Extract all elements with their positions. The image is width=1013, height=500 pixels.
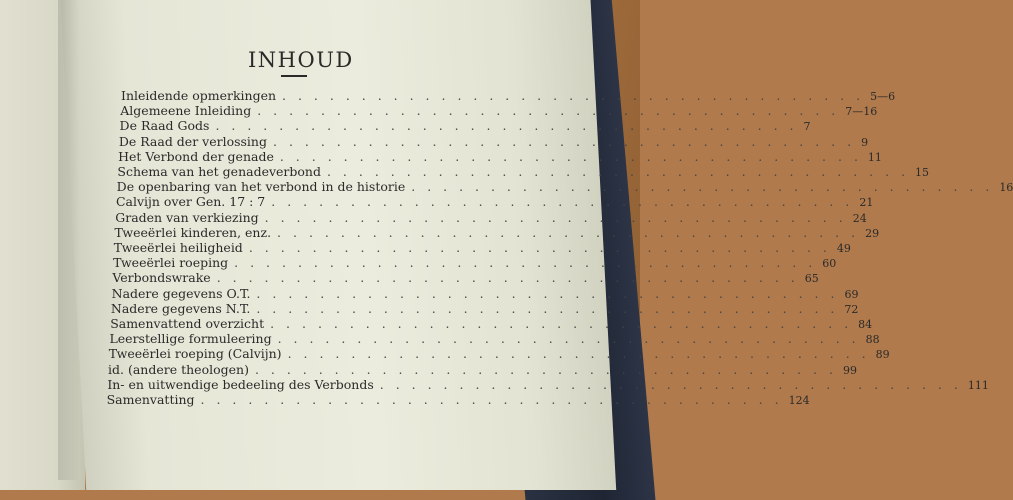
toc-leader-dots: . . . . . . . . . . . . . . . . . . . . . . . . . . . . . . . . . . . . . <box>248 240 831 255</box>
toc-entry-label: Tweeërlei kinderen, enz. <box>114 224 272 240</box>
toc-entry-page: 16 <box>999 181 1013 195</box>
toc-entry <box>118 148 882 165</box>
toc-entry-label: Tweeërlei heiligheid <box>113 240 243 255</box>
toc-entry-label: Nadere gegevens N.T. <box>110 300 251 316</box>
toc-entry-page: 89 <box>875 348 890 362</box>
toc-entry-label: Nadere gegevens O.T. <box>111 285 251 301</box>
toc-entry-page: 11 <box>867 150 882 164</box>
toc-entry-page: 49 <box>836 242 851 255</box>
toc-entry <box>108 346 890 362</box>
toc-entry-label: Calvijn over Gen. 17 : 7 <box>115 194 266 210</box>
toc-entry-label: Het Verbond der genade <box>118 148 274 164</box>
toc-entry <box>107 376 989 393</box>
toc-entry-label: Leerstellige formuleering <box>109 331 272 347</box>
toc-entry-page: 7 <box>803 120 811 134</box>
toc-entry <box>111 285 859 302</box>
toc-entry-page: 111 <box>967 378 989 392</box>
toc-entry-label: id. (andere theologen) <box>108 361 249 377</box>
toc-leader-dots: . . . . . . . . . . . . . . . . . . . . . . . . . . . . . . . . . . . . . <box>379 376 962 392</box>
toc-leader-dots: . . . . . . . . . . . . . . . . . . . . . . . . . . . . . . . . . . . . . <box>256 300 839 316</box>
toc-leader-dots: . . . . . . . . . . . . . . . . . . . . . . . . . . . . . . . . . . . . . <box>271 194 854 210</box>
toc-entry <box>121 88 896 104</box>
toc-leader-dots: . . . . . . . . . . . . . . . . . . . . . . . . . . . . . . . . . . . . . <box>264 209 847 225</box>
toc-leader-dots: . . . . . . . . . . . . . . . . . . . . . . . . . . . . . . . . . . . . . <box>411 179 994 195</box>
toc-entry-page: 99 <box>843 363 858 377</box>
toc-entry <box>118 133 869 150</box>
page-gutter-shadow <box>58 0 80 480</box>
toc-entry <box>115 209 867 226</box>
toc-entry-label: In- en uitwendige bedeeling des Verbonds <box>107 376 374 392</box>
toc-entry <box>120 103 878 119</box>
toc-entry-page: 124 <box>788 394 810 407</box>
toc-entry-label: Samenvattend overzicht <box>110 316 265 331</box>
toc-entry <box>112 270 819 286</box>
toc-entry-label: Schema van het genadeverbond <box>117 164 321 179</box>
toc-entry <box>113 240 851 256</box>
toc-leader-dots: . . . . . . . . . . . . . . . . . . . . . . . . . . . . . . . . . . . . . <box>287 346 870 362</box>
toc-entry-label: De Raad der verlossing <box>118 133 267 149</box>
toc-entry <box>110 300 859 317</box>
toc-entry-page: 72 <box>844 302 859 316</box>
toc-leader-dots: . . . . . . . . . . . . . . . . . . . . . . . . . . . . . . . . . . . . . <box>256 285 839 301</box>
title-underline <box>281 75 307 77</box>
toc-entry <box>116 179 1013 195</box>
toc-leader-dots: . . . . . . . . . . . . . . . . . . . . . . . . . . . . . . . . . . . . . <box>216 270 799 286</box>
toc-entry-page: 5—6 <box>870 90 896 103</box>
toc-entry <box>113 255 837 271</box>
toc-leader-dots: . . . . . . . . . . . . . . . . . . . . . . . . . . . . . . . . . . . . . <box>257 103 840 119</box>
toc-leader-dots: . . . . . . . . . . . . . . . . . . . . . . . . . . . . . . . . . . . . . <box>273 133 856 149</box>
toc-entry-page: 21 <box>859 196 874 210</box>
toc-entry-page: 29 <box>865 226 880 240</box>
toc-entry <box>108 361 858 378</box>
toc-entry-label: Graden van verkiezing <box>115 209 259 225</box>
toc-entry-label: De Raad Gods <box>119 118 210 134</box>
toc-entry <box>109 331 880 347</box>
toc-entry-label: De openbaring van het verbond in de historie <box>116 179 406 195</box>
toc-entry <box>114 224 880 241</box>
toc-entry-page: 65 <box>804 272 819 286</box>
toc-leader-dots: . . . . . . . . . . . . . . . . . . . . . . . . . . . . . . . . . . . . . <box>270 316 853 331</box>
toc-entry-label: Algemeene Inleiding <box>120 103 252 119</box>
toc-entry-page: 24 <box>852 211 867 225</box>
toc-entry-label: Tweeërlei roeping (Calvijn) <box>108 346 282 362</box>
toc-entry-label: Inleidende opmerkingen <box>121 88 277 103</box>
toc-entry <box>106 392 810 408</box>
toc-entry <box>119 118 811 134</box>
toc-entry-label: Tweeërlei roeping <box>113 255 229 271</box>
toc-entry-page: 7—16 <box>845 105 878 119</box>
toc-entry-label: Verbondswrake <box>112 270 211 286</box>
toc-leader-dots: . . . . . . . . . . . . . . . . . . . . . . . . . . . . . . . . . . . . . <box>200 392 783 407</box>
toc-leader-dots: . . . . . . . . . . . . . . . . . . . . . . . . . . . . . . . . . . . . . <box>279 148 862 164</box>
toc-entry-page: 9 <box>861 135 869 149</box>
toc-entry-label: Samenvatting <box>106 392 195 407</box>
toc-leader-dots: . . . . . . . . . . . . . . . . . . . . . . . . . . . . . . . . . . . . . <box>277 224 860 240</box>
toc-entry-page: 60 <box>822 257 837 271</box>
toc-leader-dots: . . . . . . . . . . . . . . . . . . . . . . . . . . . . . . . . . . . . . <box>254 361 838 377</box>
toc-leader-dots: . . . . . . . . . . . . . . . . . . . . . . . . . . . . . . . . . . . . . <box>215 118 798 134</box>
page-title: INHOUD <box>248 48 354 72</box>
toc-leader-dots: . . . . . . . . . . . . . . . . . . . . . . . . . . . . . . . . . . . . . <box>234 255 817 271</box>
toc-leader-dots: . . . . . . . . . . . . . . . . . . . . . . . . . . . . . . . . . . . . . <box>277 331 860 347</box>
toc-entry-page: 84 <box>858 318 873 331</box>
toc-entry-page: 88 <box>865 333 880 347</box>
toc-entry <box>115 194 874 210</box>
toc-leader-dots: . . . . . . . . . . . . . . . . . . . . . . . . . . . . . . . . . . . . . <box>326 164 910 179</box>
toc-entry <box>117 164 930 180</box>
toc-entry-page: 69 <box>844 287 859 301</box>
toc-entry-page: 15 <box>915 166 930 179</box>
toc-entry <box>110 316 873 332</box>
toc-leader-dots: . . . . . . . . . . . . . . . . . . . . . . . . . . . . . . . . . . . . . <box>282 88 865 103</box>
